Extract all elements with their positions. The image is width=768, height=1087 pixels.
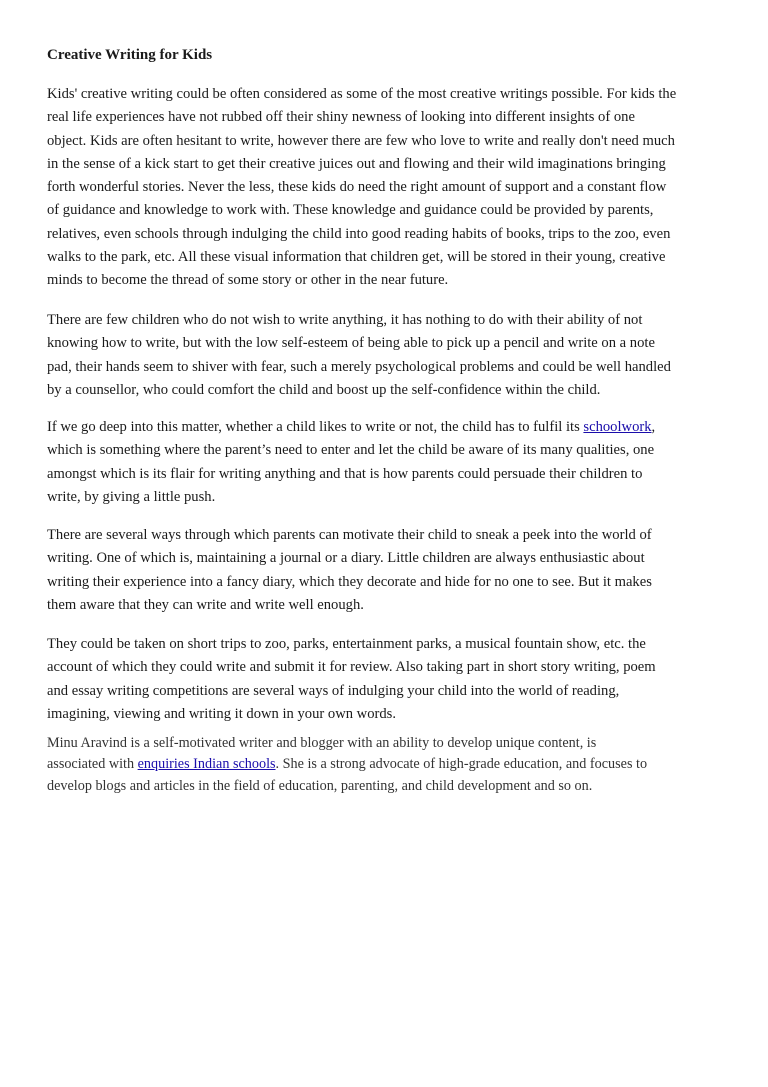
text-line: associated with enquiries Indian schools. She is a strong advocate of high-grade education, and focuses to (47, 756, 648, 773)
text-line: in the sense of a kick start to get their creative juices out and flowing and their wild imaginations bringing (47, 155, 666, 172)
text-line: walks to the park, etc. All these visual information that children get, will be stored in their young, creative (47, 249, 666, 266)
paragraph (47, 416, 655, 509)
text-line: amongst which is its flair for writing anything and that is how parents could persuade their children to (47, 465, 643, 482)
text-line: write, by giving a little push. (47, 488, 216, 505)
text-line: object. Kids are often hesitant to write, however there are few who love to write and really don't need much (47, 132, 675, 149)
inline-link[interactable]: schoolwork (583, 419, 652, 435)
text-line: Kids' creative writing could be often considered as some of the most creative writings possible. For kids the (47, 86, 677, 102)
paragraph (47, 309, 671, 402)
text-line: writing. One of which is, maintaining a journal or a diary. Little children are always enthusiastic about (47, 550, 645, 567)
text-line: If we go deep into this matter, whether a child likes to write or not, the child has to fulfil its schoolwork, (47, 419, 656, 435)
paragraph (47, 524, 652, 617)
text-line: writing their experience into a fancy diary, which they decorate and hide for no one to see. But it makes (47, 573, 652, 590)
text-line: There are several ways through which parents can motivate their child to sneak a peek into the world of (47, 527, 652, 543)
paragraph (47, 633, 656, 726)
text-line: They could be taken on short trips to zoo, parks, entertainment parks, a musical fountain show, etc. the (47, 636, 646, 652)
text-line: imagining, viewing and writing it down in your own words. (47, 705, 397, 722)
text-line: relatives, even schools through indulging the child into good reading habits of books, trips to the zoo, even (47, 225, 671, 242)
text-line: develop blogs and articles in the field of education, parenting, and child development and so on. (47, 777, 593, 794)
text-line: real life experiences have not rubbed off their shiny newness of looking into different insights of one (47, 109, 635, 126)
text-line: and essay writing competitions are several ways of indulging your child into the world of reading, (47, 682, 620, 699)
paragraph (47, 83, 676, 293)
text-line: minds to become the thread of some story or other in the near future. (47, 272, 449, 289)
text-line: of guidance and knowledge to work with. These knowledge and guidance could be provided by parents, (47, 202, 654, 219)
text-line: pad, their hands seem to shiver with fear, such a merely psychological problems and could be well handled (47, 358, 671, 375)
text-line: There are few children who do not wish to write anything, it has nothing to do with their ability of not (47, 312, 643, 328)
author-bio (47, 733, 647, 797)
text-line: them aware that they can write and write well enough. (47, 596, 364, 613)
text-line: forth wonderful stories. Never the less, these kids do need the right amount of support and a constant flow (47, 179, 667, 196)
text-line: account of which they could write and submit it for review. Also taking part in short story writing, poem (47, 659, 656, 676)
text-line: by a counsellor, who could comfort the child and boost up the self-confidence within the child. (47, 381, 601, 398)
document-title: Creative Writing for Kids (47, 47, 213, 63)
text-line: knowing how to write, but with the low self-esteem of being able to pick up a pencil and write on a note (47, 335, 655, 352)
text-line: Minu Aravind is a self-motivated writer and blogger with an ability to develop unique content, is (47, 735, 597, 751)
text-line: which is something where the parent’s need to enter and let the child be aware of its many qualities, one (47, 442, 655, 459)
inline-link[interactable]: enquiries Indian schools (137, 756, 276, 773)
